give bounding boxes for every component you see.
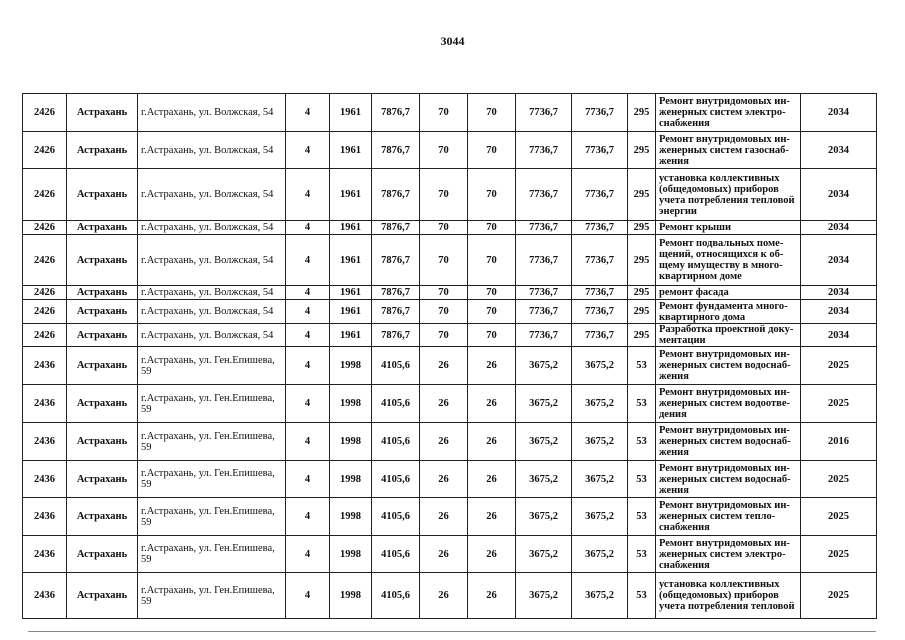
cell-work-type: Ремонт внутридомовых ин- женерных систем водоснаб- жения [656,461,801,498]
cell-residents-b: 70 [468,300,516,324]
table-row [23,221,877,235]
cell-repair-year: 2025 [801,573,877,619]
cell-total-area: 7876,7 [372,324,420,347]
cell-house-id: 2426 [23,221,67,235]
cell-build-year: 1961 [330,94,372,132]
cell-living-area: 7736,7 [516,132,572,169]
cell-address: г.Астрахань, ул. Ген.Епишева, 59 [138,423,286,461]
cell-total-area: 7876,7 [372,300,420,324]
cell-floors: 4 [286,132,330,169]
cell-apartments: 295 [628,286,656,300]
cell-apartments: 53 [628,347,656,385]
cell-residents-a: 70 [420,132,468,169]
capital-repair-table [22,93,877,619]
cell-residents-a: 70 [420,235,468,286]
cell-floors: 4 [286,347,330,385]
cell-work-type: Разработка проектной доку- ментации [656,324,801,347]
cell-floors: 4 [286,169,330,221]
cell-city: Астрахань [67,300,138,324]
cell-floors: 4 [286,324,330,347]
cell-repair-year: 2034 [801,300,877,324]
cell-residents-b: 70 [468,221,516,235]
cell-house-id: 2426 [23,300,67,324]
cell-residents-a: 26 [420,536,468,573]
cell-repair-year: 2034 [801,324,877,347]
cell-living-area: 3675,2 [516,385,572,423]
cell-build-year: 1961 [330,300,372,324]
cell-house-id: 2436 [23,573,67,619]
cell-repair-year: 2034 [801,94,877,132]
cell-apartments: 295 [628,94,656,132]
cell-repair-area: 3675,2 [572,461,628,498]
cell-total-area: 7876,7 [372,169,420,221]
cell-city: Астрахань [67,536,138,573]
cell-living-area: 3675,2 [516,536,572,573]
cell-apartments: 295 [628,324,656,347]
cell-living-area: 7736,7 [516,300,572,324]
cell-build-year: 1998 [330,347,372,385]
cell-residents-a: 26 [420,498,468,536]
cell-living-area: 7736,7 [516,94,572,132]
cell-build-year: 1961 [330,221,372,235]
cell-floors: 4 [286,385,330,423]
cell-floors: 4 [286,94,330,132]
cell-work-type: Ремонт внутридомовых ин- женерных систем водоснаб- жения [656,423,801,461]
cell-repair-year: 2034 [801,235,877,286]
cell-floors: 4 [286,286,330,300]
cell-address: г.Астрахань, ул. Ген.Епишева, 59 [138,461,286,498]
cell-repair-area: 7736,7 [572,235,628,286]
cell-repair-area: 7736,7 [572,221,628,235]
cell-city: Астрахань [67,324,138,347]
cell-house-id: 2426 [23,286,67,300]
table-body [23,94,877,619]
cell-work-type: Ремонт внутридомовых ин- женерных систем электро- снабжения [656,536,801,573]
cell-residents-a: 26 [420,423,468,461]
cell-living-area: 3675,2 [516,423,572,461]
table-row [23,300,877,324]
cell-city: Астрахань [67,423,138,461]
cell-build-year: 1998 [330,461,372,498]
cell-repair-year: 2034 [801,221,877,235]
cell-repair-year: 2034 [801,132,877,169]
cell-address: г.Астрахань, ул. Волжская, 54 [138,94,286,132]
cell-floors: 4 [286,300,330,324]
cell-floors: 4 [286,235,330,286]
bottom-rule [28,631,876,632]
cell-living-area: 3675,2 [516,498,572,536]
cell-repair-area: 7736,7 [572,286,628,300]
cell-address: г.Астрахань, ул. Волжская, 54 [138,300,286,324]
cell-build-year: 1961 [330,169,372,221]
cell-apartments: 53 [628,385,656,423]
cell-city: Астрахань [67,286,138,300]
cell-city: Астрахань [67,347,138,385]
cell-total-area: 7876,7 [372,94,420,132]
cell-work-type: установка коллективных (общедомовых) приборов учета потребления тепловой [656,573,801,619]
cell-living-area: 7736,7 [516,286,572,300]
cell-build-year: 1961 [330,324,372,347]
cell-residents-b: 70 [468,324,516,347]
cell-address: г.Астрахань, ул. Волжская, 54 [138,286,286,300]
cell-living-area: 3675,2 [516,347,572,385]
cell-work-type: Ремонт внутридомовых ин- женерных систем тепло- снабжения [656,498,801,536]
cell-address: г.Астрахань, ул. Волжская, 54 [138,169,286,221]
table-row [23,498,877,536]
cell-residents-a: 70 [420,169,468,221]
cell-apartments: 295 [628,169,656,221]
cell-residents-a: 70 [420,300,468,324]
cell-living-area: 3675,2 [516,573,572,619]
cell-address: г.Астрахань, ул. Ген.Епишева, 59 [138,347,286,385]
cell-residents-a: 70 [420,324,468,347]
cell-total-area: 7876,7 [372,132,420,169]
table-row [23,286,877,300]
cell-apartments: 53 [628,461,656,498]
cell-total-area: 4105,6 [372,461,420,498]
cell-total-area: 4105,6 [372,573,420,619]
cell-repair-area: 3675,2 [572,385,628,423]
cell-repair-year: 2034 [801,286,877,300]
cell-residents-b: 26 [468,385,516,423]
cell-repair-area: 7736,7 [572,300,628,324]
cell-floors: 4 [286,498,330,536]
cell-build-year: 1998 [330,573,372,619]
cell-apartments: 53 [628,573,656,619]
cell-living-area: 7736,7 [516,169,572,221]
cell-house-id: 2436 [23,461,67,498]
cell-address: г.Астрахань, ул. Волжская, 54 [138,221,286,235]
cell-floors: 4 [286,423,330,461]
cell-residents-b: 70 [468,235,516,286]
cell-total-area: 4105,6 [372,347,420,385]
cell-house-id: 2436 [23,536,67,573]
cell-city: Астрахань [67,461,138,498]
cell-address: г.Астрахань, ул. Волжская, 54 [138,235,286,286]
cell-residents-b: 26 [468,536,516,573]
table-row [23,573,877,619]
cell-total-area: 4105,6 [372,498,420,536]
cell-repair-area: 7736,7 [572,94,628,132]
cell-residents-b: 70 [468,169,516,221]
cell-house-id: 2436 [23,423,67,461]
cell-residents-b: 70 [468,94,516,132]
cell-apartments: 295 [628,235,656,286]
cell-residents-b: 26 [468,498,516,536]
cell-residents-a: 70 [420,221,468,235]
cell-city: Астрахань [67,235,138,286]
cell-city: Астрахань [67,385,138,423]
cell-total-area: 4105,6 [372,423,420,461]
cell-residents-a: 26 [420,573,468,619]
cell-repair-year: 2025 [801,347,877,385]
cell-address: г.Астрахань, ул. Ген.Епишева, 59 [138,573,286,619]
cell-house-id: 2426 [23,324,67,347]
cell-house-id: 2436 [23,498,67,536]
table-row [23,132,877,169]
cell-build-year: 1998 [330,536,372,573]
cell-city: Астрахань [67,94,138,132]
table-row [23,324,877,347]
cell-repair-area: 7736,7 [572,324,628,347]
table-row [23,385,877,423]
cell-living-area: 7736,7 [516,221,572,235]
cell-residents-b: 26 [468,573,516,619]
cell-repair-year: 2025 [801,536,877,573]
cell-house-id: 2426 [23,235,67,286]
cell-build-year: 1998 [330,423,372,461]
cell-work-type: Ремонт внутридомовых ин- женерных систем водоснаб- жения [656,347,801,385]
cell-residents-a: 26 [420,385,468,423]
cell-city: Астрахань [67,573,138,619]
table-row [23,169,877,221]
cell-repair-area: 3675,2 [572,347,628,385]
cell-city: Астрахань [67,132,138,169]
cell-total-area: 7876,7 [372,221,420,235]
cell-living-area: 3675,2 [516,461,572,498]
cell-build-year: 1998 [330,498,372,536]
cell-house-id: 2436 [23,385,67,423]
cell-total-area: 4105,6 [372,536,420,573]
cell-work-type: ремонт фасада [656,286,801,300]
cell-repair-area: 7736,7 [572,132,628,169]
cell-work-type: Ремонт крыши [656,221,801,235]
cell-residents-a: 70 [420,286,468,300]
cell-repair-year: 2025 [801,498,877,536]
cell-address: г.Астрахань, ул. Ген.Епишева, 59 [138,498,286,536]
cell-residents-b: 70 [468,286,516,300]
cell-repair-year: 2025 [801,385,877,423]
cell-work-type: Ремонт фундамента много- квартирного дома [656,300,801,324]
cell-city: Астрахань [67,221,138,235]
cell-repair-year: 2034 [801,169,877,221]
cell-address: г.Астрахань, ул. Ген.Епишева, 59 [138,536,286,573]
cell-work-type: установка коллективных (общедомовых) приборов учета потребления тепловой энергии [656,169,801,221]
table-row [23,536,877,573]
cell-house-id: 2426 [23,94,67,132]
cell-apartments: 295 [628,221,656,235]
cell-repair-area: 3675,2 [572,423,628,461]
cell-repair-area: 3675,2 [572,498,628,536]
cell-house-id: 2426 [23,169,67,221]
cell-address: г.Астрахань, ул. Ген.Епишева, 59 [138,385,286,423]
cell-residents-b: 70 [468,132,516,169]
cell-living-area: 7736,7 [516,324,572,347]
cell-work-type: Ремонт внутридомовых ин- женерных систем газоснаб- жения [656,132,801,169]
cell-total-area: 7876,7 [372,286,420,300]
cell-repair-area: 3675,2 [572,536,628,573]
cell-floors: 4 [286,536,330,573]
cell-residents-a: 26 [420,461,468,498]
cell-total-area: 7876,7 [372,235,420,286]
cell-build-year: 1961 [330,286,372,300]
cell-repair-area: 3675,2 [572,573,628,619]
table-row [23,347,877,385]
table-row [23,423,877,461]
cell-city: Астрахань [67,498,138,536]
cell-floors: 4 [286,461,330,498]
cell-repair-area: 7736,7 [572,169,628,221]
cell-floors: 4 [286,573,330,619]
cell-address: г.Астрахань, ул. Волжская, 54 [138,132,286,169]
cell-apartments: 53 [628,423,656,461]
cell-house-id: 2436 [23,347,67,385]
cell-address: г.Астрахань, ул. Волжская, 54 [138,324,286,347]
cell-residents-b: 26 [468,423,516,461]
table-row [23,461,877,498]
cell-repair-year: 2025 [801,461,877,498]
cell-build-year: 1961 [330,235,372,286]
cell-apartments: 53 [628,536,656,573]
cell-city: Астрахань [67,169,138,221]
cell-build-year: 1961 [330,132,372,169]
cell-work-type: Ремонт подвальных поме- щений, относящихся к об- щему имуществу в много- квартирном доме [656,235,801,286]
cell-residents-a: 70 [420,94,468,132]
cell-apartments: 295 [628,300,656,324]
cell-apartments: 295 [628,132,656,169]
table-row [23,94,877,132]
cell-living-area: 7736,7 [516,235,572,286]
cell-work-type: Ремонт внутридомовых ин- женерных систем электро- снабжения [656,94,801,132]
cell-total-area: 4105,6 [372,385,420,423]
cell-residents-b: 26 [468,461,516,498]
cell-residents-b: 26 [468,347,516,385]
table-row [23,235,877,286]
cell-work-type: Ремонт внутридомовых ин- женерных систем водоотве- дения [656,385,801,423]
cell-apartments: 53 [628,498,656,536]
cell-build-year: 1998 [330,385,372,423]
cell-house-id: 2426 [23,132,67,169]
cell-residents-a: 26 [420,347,468,385]
cell-floors: 4 [286,221,330,235]
cell-repair-year: 2016 [801,423,877,461]
page-number: 3044 [440,34,465,48]
